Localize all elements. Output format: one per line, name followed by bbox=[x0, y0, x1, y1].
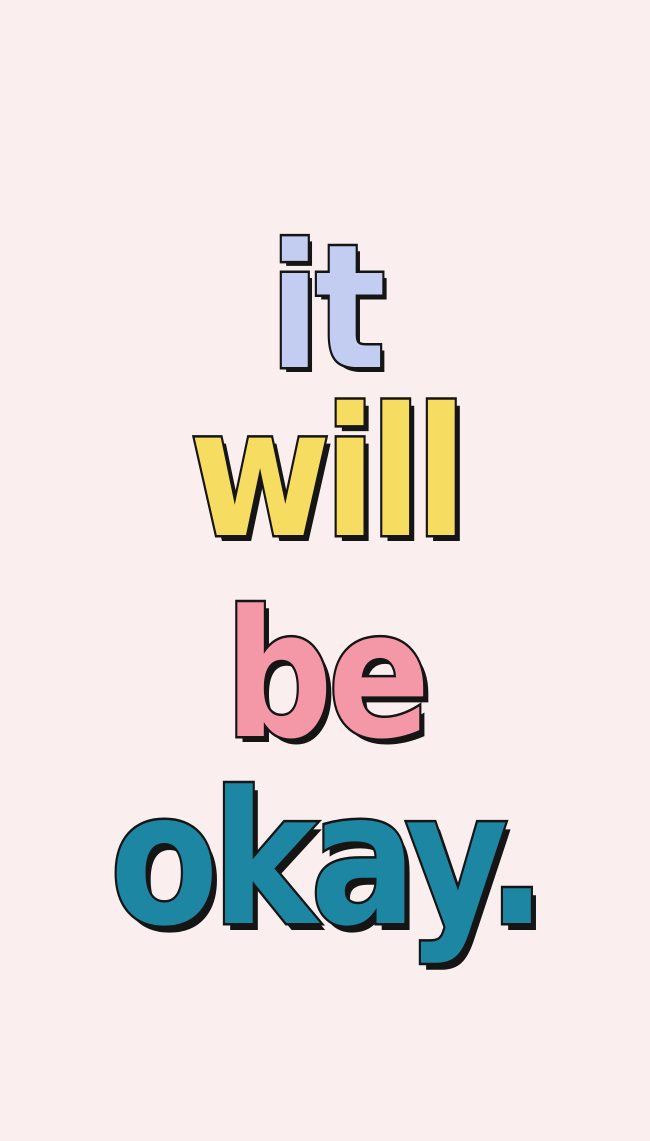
word-okay: okay. bbox=[109, 753, 541, 967]
word-be: be bbox=[224, 573, 426, 778]
word-will: will bbox=[189, 370, 461, 577]
word-it: it bbox=[269, 207, 381, 408]
